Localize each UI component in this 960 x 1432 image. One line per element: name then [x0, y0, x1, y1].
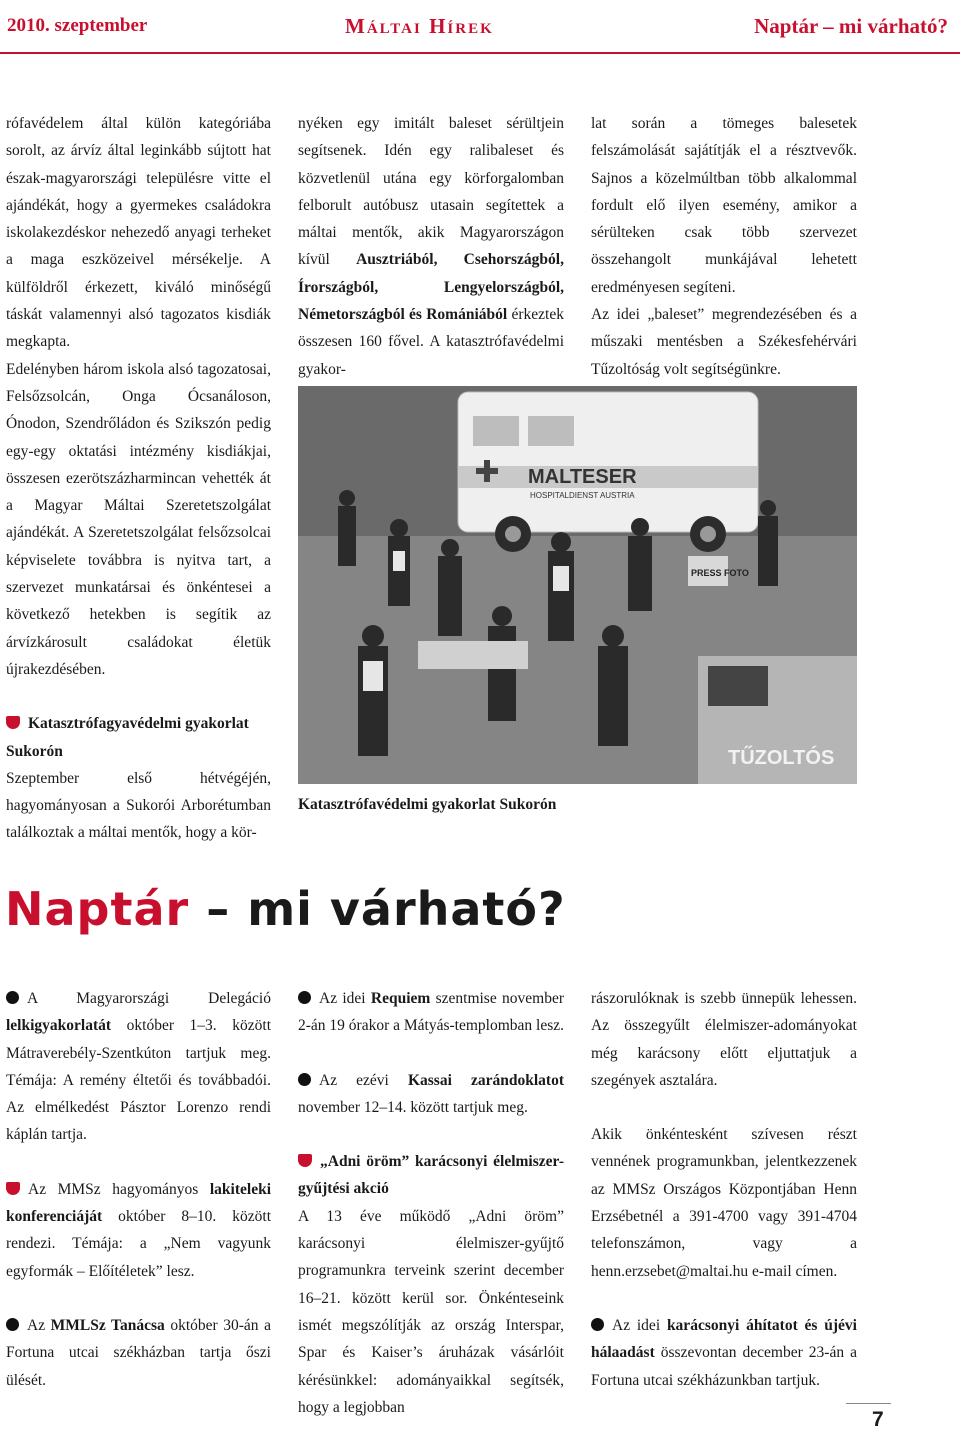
calendar-item: Az MMSz hagyományos lakiteleki konferenciáját október 8–10. között rendezi. Témája: a „Nem vagyunk egyformák – Előítéletek” lesz.	[6, 1180, 271, 1280]
calendar-item-text: A 13 éve működő „Adni öröm” karácsonyi élelmiszer-gyűjtő programunkra terveink szerint december 16–21. között kerül sor. Önkénteseink ismét megszólítják az ország Interspar, Spar és Kaiser’s áruházak vásárlóit kérésünkkel: adományaikkal segítsék, hogy a legjobban	[298, 1207, 564, 1416]
calendar-column-3	[591, 985, 857, 1394]
heart-bullet-icon	[298, 1154, 312, 1167]
article-column-2	[298, 110, 564, 383]
photo-caption: Katasztrófavédelmi gyakorlat Sukorón	[298, 796, 557, 813]
page-header	[0, 0, 960, 55]
article-paragraph: lat során a tömeges balesetek felszámolását sajátítják el a résztvevők. Sajnos a közelmúltban több alkalommal fordult elő ilyen esemény, amikor a sérülteken csak több szervezet összehangolt munkájával lehetett eredményesen segíteni.	[591, 115, 857, 296]
calendar-item-heading: „Adni öröm” karácsonyi élelmiszer-gyűjtési akció	[298, 1153, 564, 1198]
svg-text:MALTESER: MALTESER	[528, 466, 637, 488]
calendar-item: Az ezévi Kassai zarándoklatot november 12–14. között tartjuk meg.	[298, 1071, 564, 1116]
article-column-1	[6, 110, 271, 847]
page-number-rule	[846, 1403, 891, 1404]
dot-bullet-icon	[6, 1318, 19, 1331]
heart-bullet-icon	[6, 716, 20, 729]
calendar-item: Az MMLSz Tanácsa október 30-án a Fortuna utcai székházban tartja őszi ülését.	[6, 1316, 271, 1389]
article-paragraph: Az idei „baleset” megrendezésében és a műszaki mentésben a Székesfehérvári Tűzoltóság volt segítségünkre.	[591, 306, 857, 378]
calendar-title: Naptár – mi várható?	[5, 882, 566, 936]
calendar-item: Az idei karácsonyi áhítatot és újévi hálaadást összevontan december 23-án a Fortuna utcai székházunkban tartjuk.	[591, 1316, 857, 1389]
calendar-item: Az idei Requiem szentmise november 2-án 19 órakor a Mátyás-templomban lesz.	[298, 990, 564, 1035]
heart-bullet-icon	[6, 1182, 20, 1195]
exercise-photo	[298, 386, 857, 784]
header-rule	[0, 52, 960, 54]
article-paragraph: nyéken egy imitált baleset sérültjein segítsenek. Idén egy ralibaleset és közvetlenül utána egy körforgalomban felborult autóbusz utasain segítettek a máltai mentők, akik Magyarországon kívül Ausztriából, Csehországból, Írországból, Lengyelországból, Németországból és Romániából érkeztek összesen 160 fővel. A katasztrófavédelmi gyakor-	[298, 115, 564, 378]
article-column-3	[591, 110, 857, 383]
header-date: 2010. szeptember	[7, 15, 148, 36]
article-paragraph: rófavédelem által külön kategóriába sorolt, az árvíz által leginkább sújtott hat észak-magyarországi településre vitte el ajándékát, hogy a gyermekes családokra iskolakezdéskor nehezedő anyagi terheket a maga eszközeivel mérsékelje. A külföldről érkezett, kiváló minőségű táskát valamennyi alsó tagozatos kisdiák megkapta.	[6, 115, 271, 351]
article-paragraph: Edelényben három iskola alsó tagozatosai, Felsőzsolcán, Onga Ócsanáloson, Ónodon, Szendrőládon és Szikszón pedig egy-egy oktatási intézmény kisdiákjai, összesen ezerötszázharmincan vehették át a Magyar Máltai Szeretetszolgálat ajándékát. A Szeretetszolgálat felsőzsolcai képviselete továbbra is nyitva tart, a szervezet munkatársai és önkéntesei a következő hetekben is segítik az árvízkárosult családokat életük újrakezdésében.	[6, 360, 271, 678]
page-number: 7	[872, 1408, 884, 1431]
calendar-column-2	[298, 985, 564, 1421]
header-section: Naptár – mi várható?	[754, 14, 948, 38]
calendar-item-text: Akik önkéntesként szívesen részt vennének programunkban, jelentkezzenek az MMSz Országos Központjában Henn Erzsébetnél a 391-4700 vagy 391-4704 telefonszámon, vagy a henn.erzsebet@maltai.hu e-mail címen.	[591, 1126, 857, 1280]
dot-bullet-icon	[591, 1318, 604, 1331]
svg-text:PRESS FOTO: PRESS FOTO	[691, 568, 749, 578]
dot-bullet-icon	[6, 991, 19, 1004]
header-publication: Máltai Hírek	[345, 14, 494, 38]
dot-bullet-icon	[298, 1073, 311, 1086]
svg-text:HOSPITALDIENST AUSTRIA: HOSPITALDIENST AUSTRIA	[530, 491, 635, 500]
dot-bullet-icon	[298, 991, 311, 1004]
calendar-item-text: rászorulóknak is szebb ünnepük lehessen. Az összegyűlt élelmiszer-adományokat még karácsony előtt eljuttatjuk a szegények asztalára.	[591, 990, 857, 1089]
svg-text:TŰZOLTÓS: TŰZOLTÓS	[728, 747, 835, 769]
calendar-column-1	[6, 985, 271, 1394]
photo-illustration	[298, 386, 857, 784]
calendar-item: A Magyarországi Delegáció lelkigyakorlatát október 1–3. között Mátraverebély-Szentkúton tartjuk meg. Témája: A remény éltetői és továbbadói. Az elmélkedést Pásztor Lorenzo rendi káplán tartja.	[6, 990, 271, 1144]
article-paragraph: Szeptember első hétvégéjén, hagyományosan a Sukorói Arborétumban találkoztak a máltai mentők, hogy a kör-	[6, 769, 271, 842]
sub-heading: Katasztrófagyavédelmi gyakorlat Sukorón	[6, 715, 249, 760]
